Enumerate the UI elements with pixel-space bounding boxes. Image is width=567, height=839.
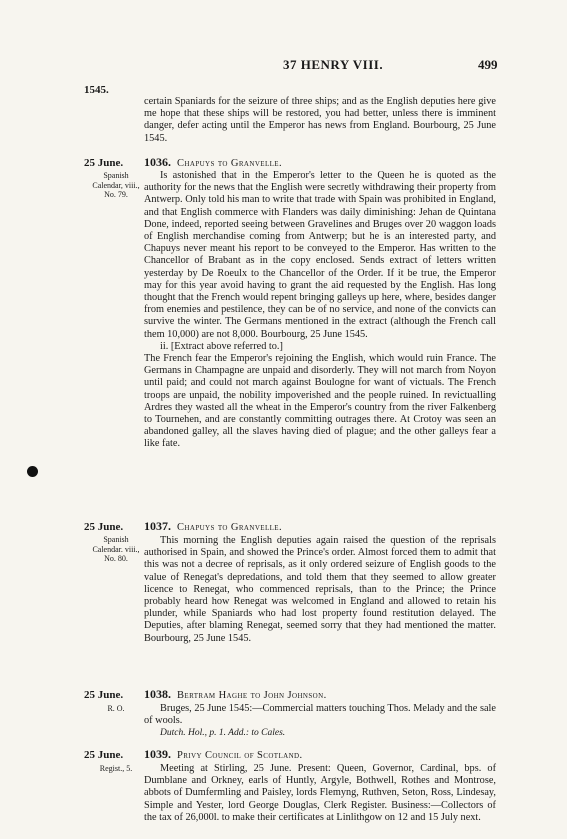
entry-body <box>144 535 496 645</box>
entry-note: Dutch. Hol., p. 1. Add.: to Cales. <box>160 728 286 739</box>
entry-number: 1039. <box>144 747 171 761</box>
entry-date: 25 June. <box>84 689 124 701</box>
entry-reference: R. O. <box>107 704 125 713</box>
entry-number: 1038. <box>144 687 171 701</box>
header-title: 37 HENRY VIII. <box>283 57 384 72</box>
entry-paragraph: The French fear the Emperor's rejoining the English, which would ruin France. The Germans in Champagne are unpaid and disorderly. They will not march from Noyon until paid; and could not march against Boulogne for want of victuals. The French troops are unpaid, the nobility impoverished and the people ruined. In revictualling Ardres they wasted all the wheat in the Emperor's country from the river Falkenberg to Tournehen, and are constantly committing outrages there. At Crotoy was seen an abandoned galley, all the slaves having died of plague; and the other galleys fear a like fate. <box>144 353 496 450</box>
entry-paragraph: Is astonished that in the Emperor's letter to the Queen he is quoted as the authority for the news that the English were secretly withdrawing their property from Antwerp. Only told his man to write that trade with Spain was prohibited in England, and that English commerce with Flanders was daily diminishing: Jehan de Quintana Done, indeed, reported seeing between Gravelines and Bruges over 20 waggon loads of English merchandise coming from Antwerp; but he is an interested party, and Chapuys never meant his report to be conveyed to the Emperor. Has written to the Chancellor of Brabant as in the copy enclosed. Sends extract of letters written yesterday by De Roeulx to the Chancellor of the Order. If it be true, the Emperor may for this year avoid having to grant the aid requested by the English. Has long thought that the French would repent bringing galleys up here, where, besides danger from enemies and pestilence, they can be of no service, and none of the convicts can survive the winter. The Germans mentioned in the extract (although the French call them 10,000) are not 8,000. Bourbourg, 25 June 1545. <box>144 170 496 340</box>
entry-title: Privy Council of Scotland. <box>177 750 303 761</box>
entry-heading <box>144 155 496 170</box>
entry-paragraph: Meeting at Stirling, 25 June. Present: Queen, Governor, Cardinal, bps. of Dumblane and Orkney, earls of Huntly, Argyle, Bothwell, Rothes and Montrose, abbots of Dumfermling and Paisley, lords Flemyng, Ruthven, Seton, Ross, Lindesay, Simple and Yester, lord George Douglas, Clerk Register. Business:—Collectors of the tax of 26,000l. to make their certificates at Linlithgow on 12 and 15 July next. <box>144 763 496 823</box>
entry-body <box>144 170 496 451</box>
margin-dot <box>27 466 38 477</box>
entry-body <box>144 763 496 824</box>
entry-date: 25 June. <box>84 521 124 533</box>
page-number: 499 <box>478 57 498 72</box>
intro-paragraph <box>144 96 496 145</box>
entry-heading <box>144 687 496 702</box>
entry-heading <box>144 747 496 762</box>
entry-paragraph: Bruges, 25 June 1545:—Commercial matters touching Thos. Melady and the sale of wools. <box>144 703 496 727</box>
entry-reference: Spanish Calendar. viii., No. 80. <box>92 535 140 563</box>
entry-paragraph: This morning the English deputies again raised the question of the reprisals authorised in Spain, and showed the Prince's order. Almost forced them to admit that this was not a decree of reprisals, as it only ordered seizure of English goods to the value of Renegat's depredations, and told them that they seemed to allow greater licence to Renegat, who commenced reprisals, than to the Prince; the Prince probably heard how Renegat was welcomed in England and allowed to retain his plunder, while Spaniards who had lost property found restitution delayed. The Deputies, after blaming Renegat, seemed sorry that they had mentioned the matter. Bourbourg, 25 June 1545. <box>144 535 496 644</box>
entry-number: 1037. <box>144 519 171 533</box>
running-header <box>0 57 567 77</box>
entry-reference: Spanish Calendar, viii., No. 79. <box>92 171 140 199</box>
entry-number: 1036. <box>144 155 171 169</box>
entry-date: 25 June. <box>84 749 124 761</box>
entry-title: Chapuys to Granvelle. <box>177 522 283 533</box>
entry-body <box>144 703 496 740</box>
entry-heading <box>144 519 496 534</box>
entry-title: Chapuys to Granvelle. <box>177 158 283 169</box>
intro-text: certain Spaniards for the seizure of three ships; and as the English deputies here give me hope that these ships will be restored, you had better, unless there is imminent danger, defer acting until the Emperor has news from England. Bourbourg, 25 June 1545. <box>144 96 496 144</box>
entry-reference: Regist., 5. <box>99 764 133 773</box>
year-marker: 1545. <box>84 84 109 96</box>
entry-title: Bertram Haghe to John Johnson. <box>177 690 327 701</box>
entry-date: 25 June. <box>84 157 124 169</box>
entry-subheading: ii. [Extract above referred to.] <box>160 340 283 352</box>
